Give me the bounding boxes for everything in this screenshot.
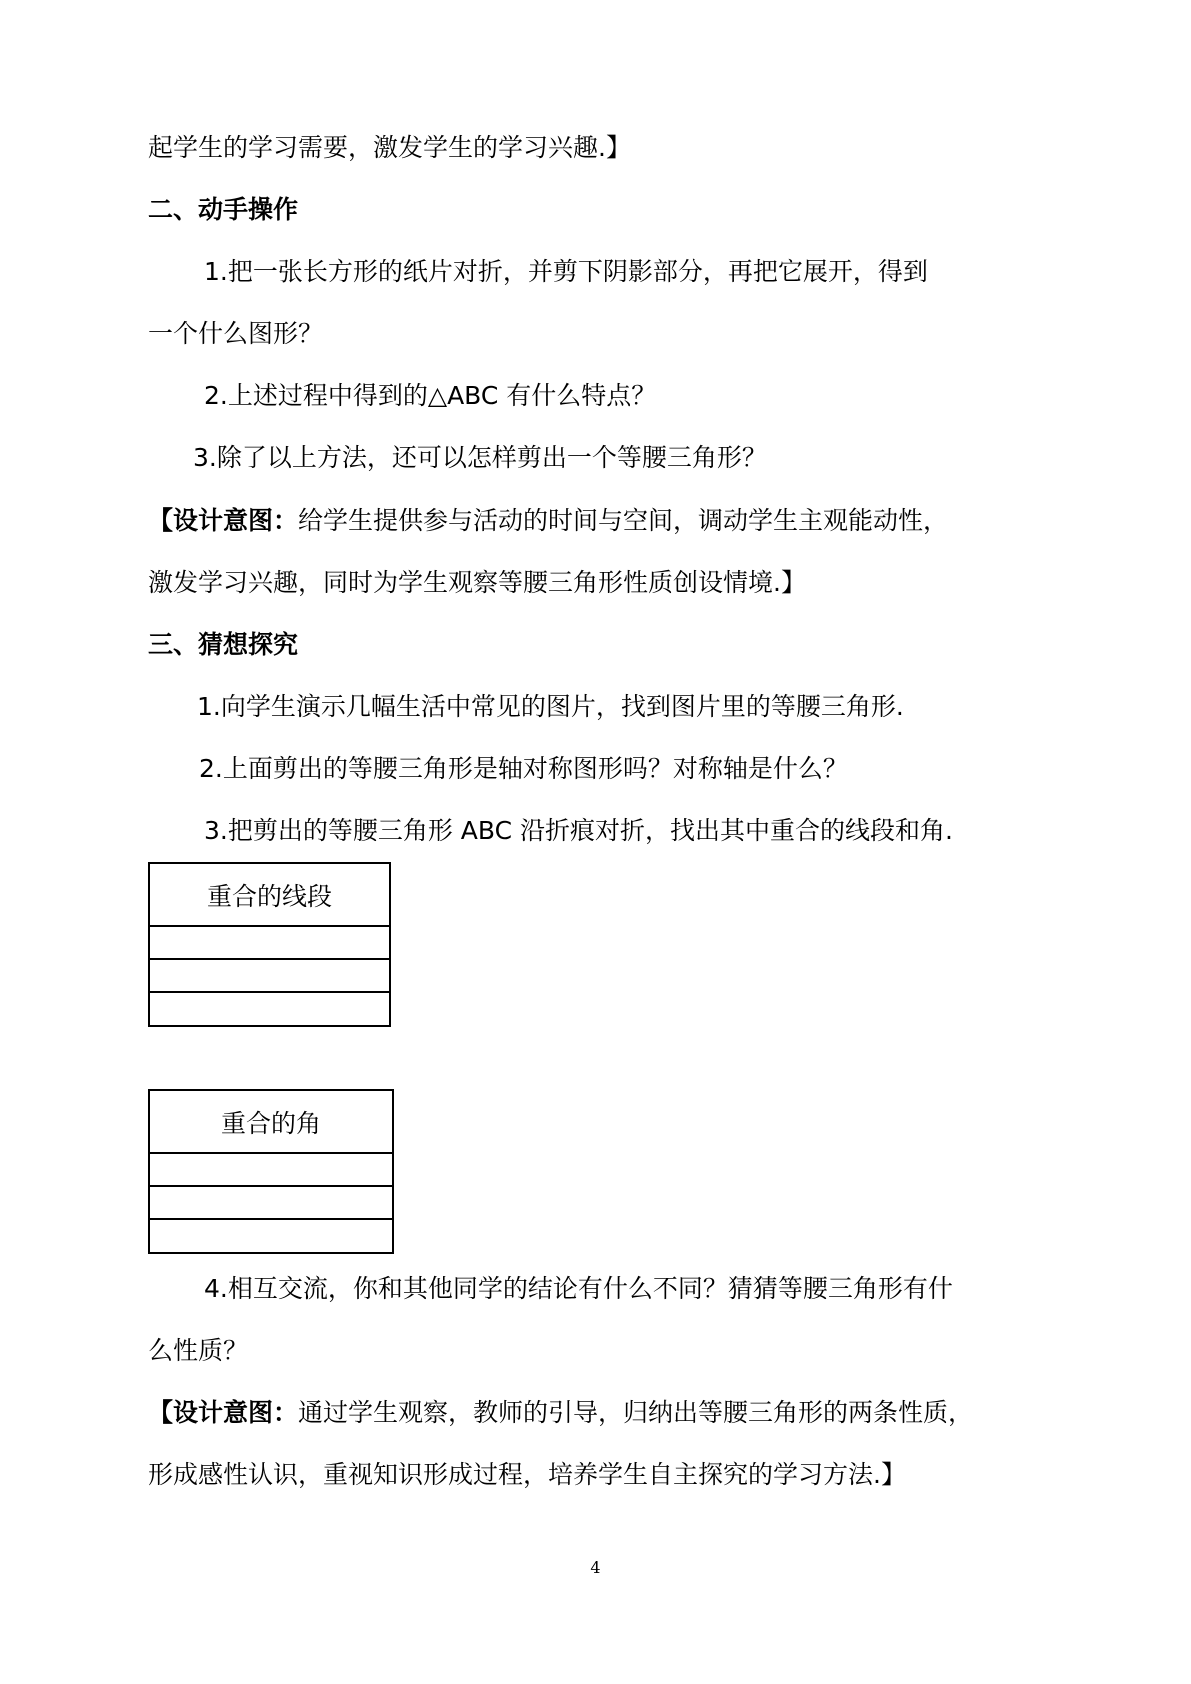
overlap-segments-table [148,862,391,1027]
table-row [150,960,389,993]
list-item: 1.把一张长方形的纸片对折，并剪下阴影部分，再把它展开，得到 [204,257,928,286]
table-row [150,1220,392,1253]
paragraph-line: 一个什么图形？ [148,319,324,348]
list-item: 2.上面剪出的等腰三角形是轴对称图形吗？对称轴是什么？ [199,754,848,783]
paragraph-line: 形成感性认识，重视知识形成过程，培养学生自主探究的学习方法.】 [148,1460,906,1489]
list-item: 2.上述过程中得到的△ABC 有什么特点？ [204,381,657,410]
paragraph-line: 么性质？ [148,1336,249,1365]
design-intent-label: 【设计意图： [148,506,299,535]
paragraph-line: 激发学习兴趣，同时为学生观察等腰三角形性质创设情境.】 [148,568,806,597]
list-item: 3.把剪出的等腰三角形 ABC 沿折痕对折，找出其中重合的线段和角. [204,816,953,845]
page-number: 4 [590,1558,601,1577]
overlap-angles-table [148,1089,394,1254]
design-intent-line [148,1395,973,1431]
table-row [150,1187,392,1220]
design-intent-text: 通过学生观察，教师的引导，归纳出等腰三角形的两条性质， [298,1398,974,1427]
table-row [150,993,389,1026]
table-row [150,927,389,960]
design-intent-line [148,503,948,539]
design-intent-label: 【设计意图： [148,1398,299,1427]
list-item: 4.相互交流，你和其他同学的结论有什么不同？猜猜等腰三角形有什 [204,1274,953,1303]
list-item: 3.除了以上方法，还可以怎样剪出一个等腰三角形？ [193,443,767,472]
section-heading: 三、猜想探究 [148,630,299,659]
design-intent-text: 给学生提供参与活动的时间与空间，调动学生主观能动性， [298,506,949,535]
table-header: 重合的线段 [150,864,389,927]
section-heading: 二、动手操作 [148,195,299,224]
table-row [150,1154,392,1187]
table-header: 重合的角 [150,1091,392,1154]
paragraph-line: 起学生的学习需要，激发学生的学习兴趣.】 [148,133,631,162]
list-item: 1.向学生演示几幅生活中常见的图片，找到图片里的等腰三角形. [197,692,904,721]
